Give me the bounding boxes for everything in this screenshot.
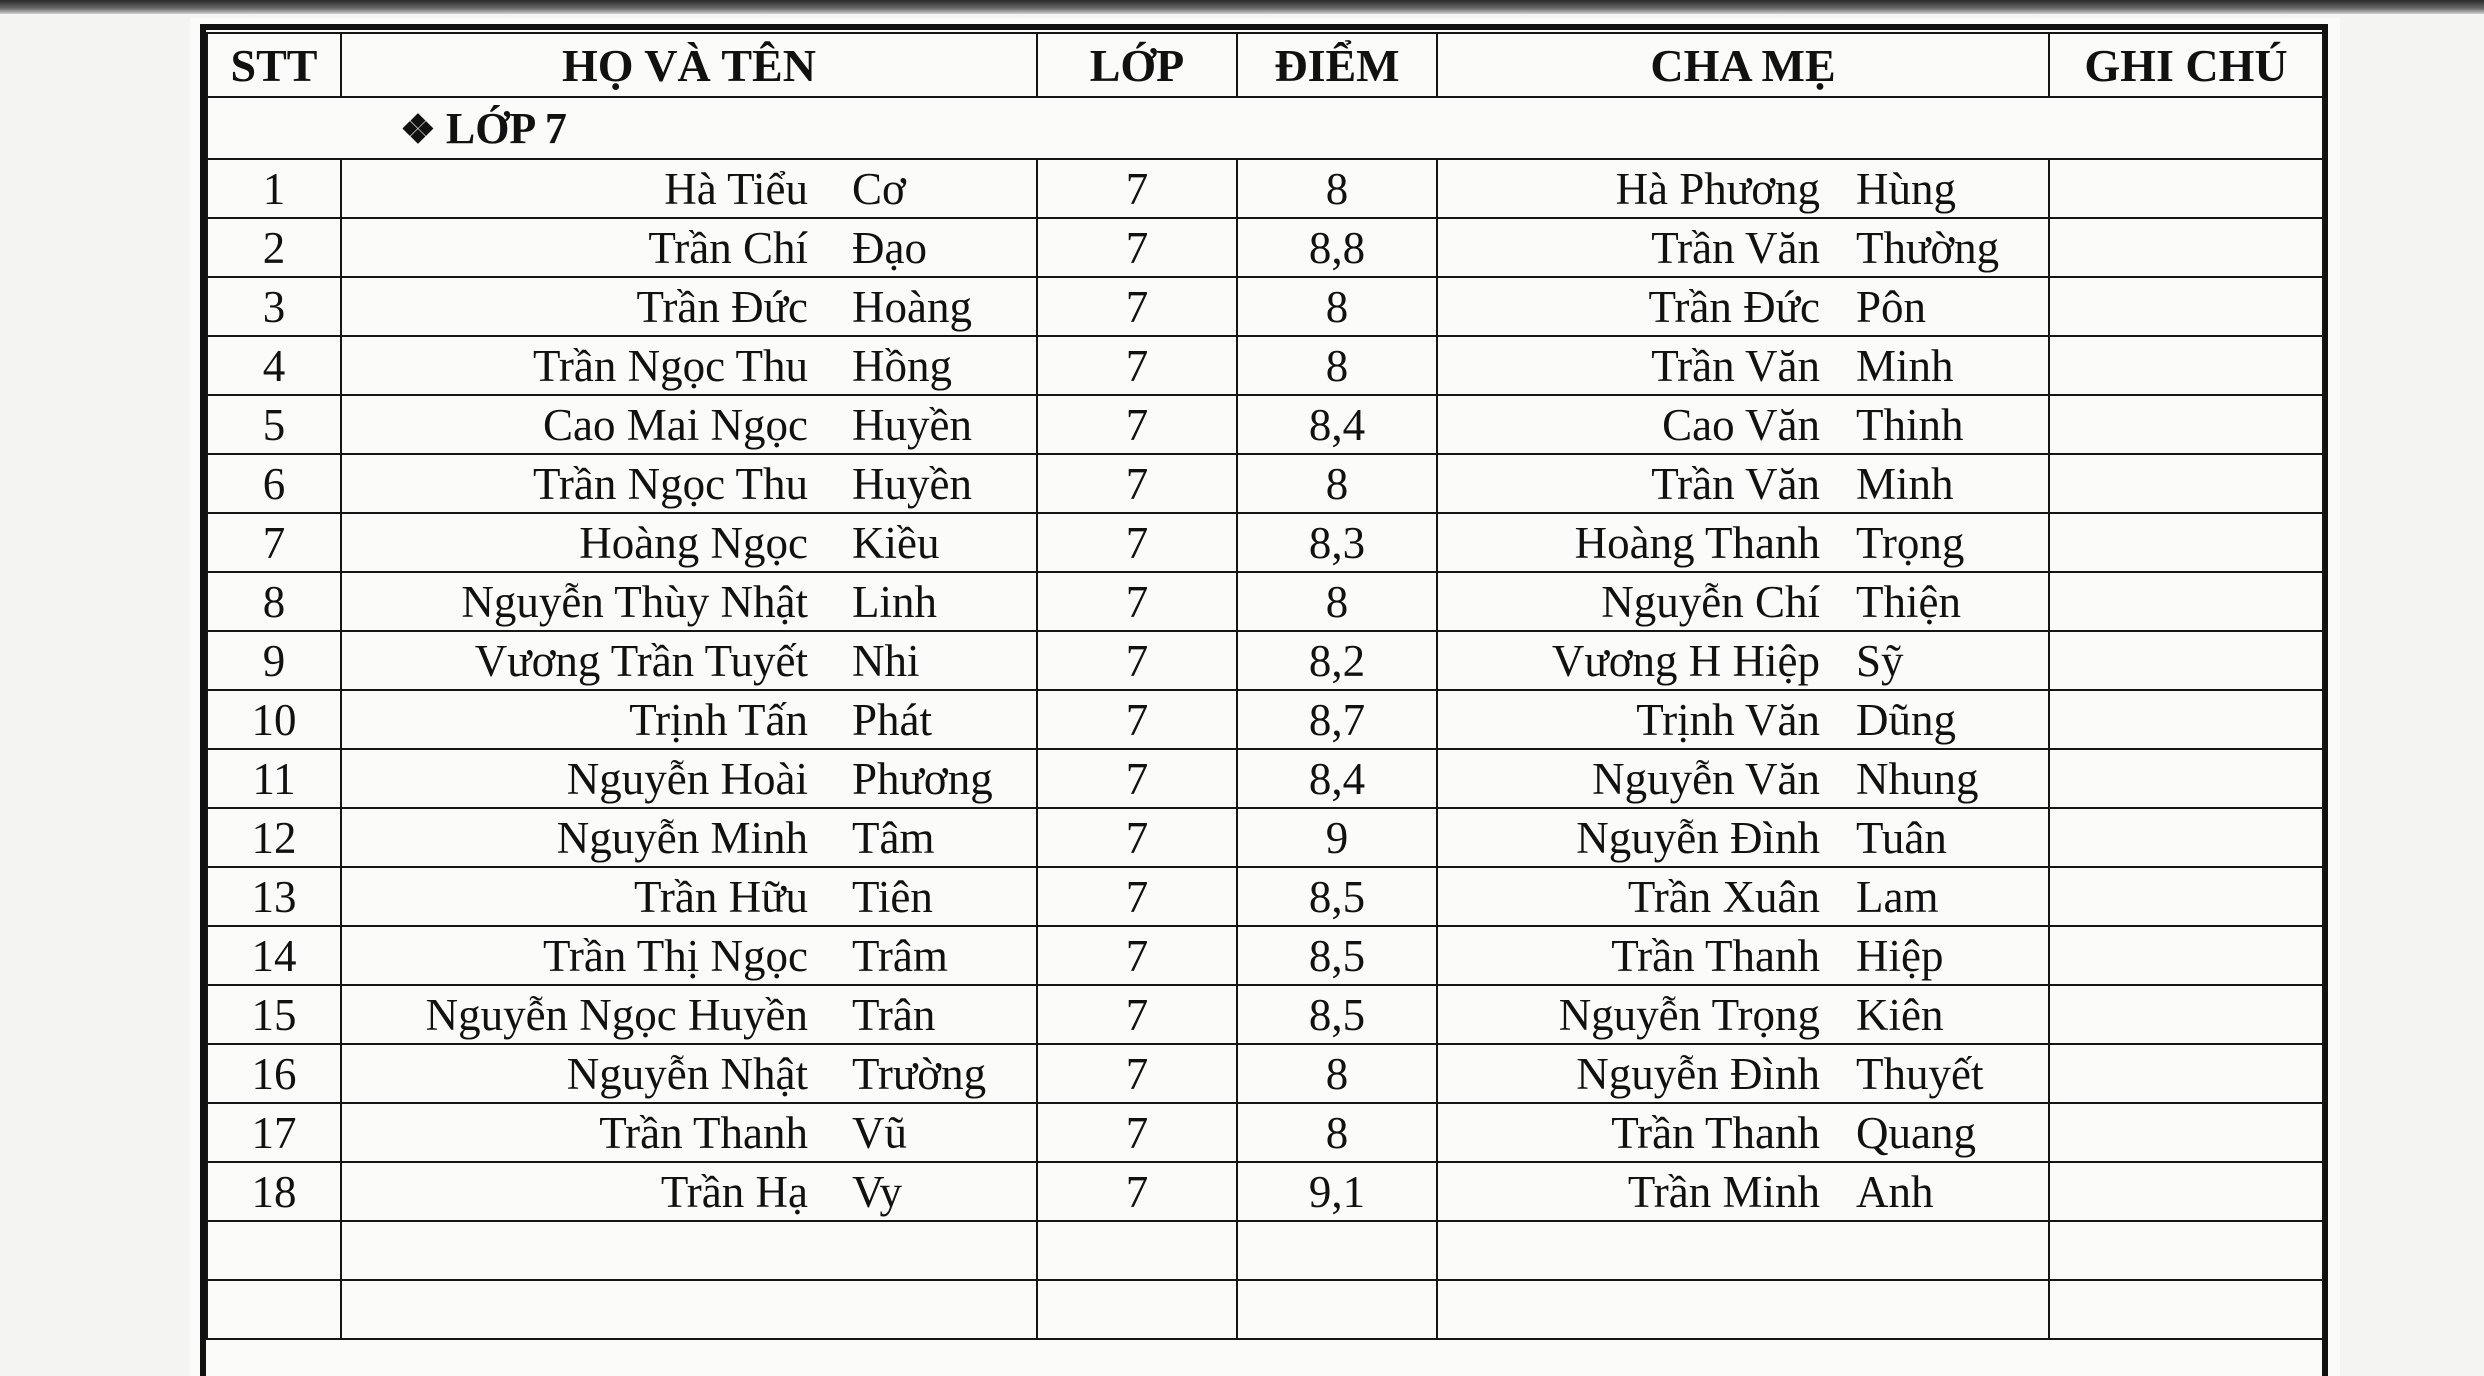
table-row xyxy=(207,159,2323,218)
student-first-name: Trần Ngọc Thu xyxy=(532,458,808,509)
table-row xyxy=(207,631,2323,690)
header-score: ĐIỂM xyxy=(1237,33,1437,97)
student-last-name: Tâm xyxy=(852,812,935,863)
empty-cell xyxy=(1437,1280,2049,1339)
document-sheet xyxy=(190,18,2340,1376)
class-cell: 7 xyxy=(1037,749,1237,808)
student-first-name: Nguyễn Hoài xyxy=(566,753,808,804)
note-cell xyxy=(2049,218,2323,277)
section-label-cell xyxy=(207,97,2323,159)
parent-first-name: Trần Văn xyxy=(1651,458,1820,509)
student-name-cell xyxy=(341,1044,1037,1103)
student-last-name: Huyền xyxy=(852,399,972,450)
parent-name-cell xyxy=(1437,690,2049,749)
table-row xyxy=(207,454,2323,513)
student-first-name: Trịnh Tấn xyxy=(629,694,808,745)
class-cell: 7 xyxy=(1037,572,1237,631)
empty-cell xyxy=(1037,1221,1237,1280)
student-first-name: Nguyễn Thùy Nhật xyxy=(461,576,808,627)
parent-first-name: Trần Minh xyxy=(1627,1166,1820,1217)
student-name-cell xyxy=(341,513,1037,572)
empty-row xyxy=(207,1280,2323,1339)
note-cell xyxy=(2049,631,2323,690)
class-cell: 7 xyxy=(1037,336,1237,395)
student-last-name: Hoàng xyxy=(852,281,972,332)
class-cell: 7 xyxy=(1037,1044,1237,1103)
student-first-name: Trần Hạ xyxy=(660,1166,808,1217)
student-last-name: Hồng xyxy=(852,340,952,391)
parent-last-name: Sỹ xyxy=(1856,635,1904,686)
score-cell: 8 xyxy=(1237,277,1437,336)
table-row xyxy=(207,690,2323,749)
header-stt: STT xyxy=(207,33,341,97)
parent-first-name: Trần Xuân xyxy=(1627,871,1820,922)
empty-cell xyxy=(341,1280,1037,1339)
stt-cell: 14 xyxy=(207,926,341,985)
student-first-name: Trần Hữu xyxy=(633,871,808,922)
class-cell: 7 xyxy=(1037,395,1237,454)
class-cell: 7 xyxy=(1037,808,1237,867)
student-first-name: Trần Thị Ngọc xyxy=(542,930,808,981)
table-row xyxy=(207,572,2323,631)
student-last-name: Linh xyxy=(852,576,937,627)
stt-cell: 13 xyxy=(207,867,341,926)
empty-cell xyxy=(1437,1221,2049,1280)
table-row xyxy=(207,985,2323,1044)
note-cell xyxy=(2049,1103,2323,1162)
student-last-name: Kiều xyxy=(852,517,940,568)
parent-last-name: Nhung xyxy=(1856,753,1979,804)
parent-last-name: Minh xyxy=(1856,458,1954,509)
note-cell xyxy=(2049,926,2323,985)
header-name: HỌ VÀ TÊN xyxy=(341,33,1037,97)
header-parent: CHA MẸ xyxy=(1437,33,2049,97)
score-cell: 8,4 xyxy=(1237,749,1437,808)
empty-cell xyxy=(207,1221,341,1280)
note-cell xyxy=(2049,985,2323,1044)
parent-name-cell xyxy=(1437,631,2049,690)
score-cell: 9,1 xyxy=(1237,1162,1437,1221)
class-cell: 7 xyxy=(1037,159,1237,218)
stt-cell: 5 xyxy=(207,395,341,454)
empty-cell xyxy=(1237,1221,1437,1280)
student-first-name: Cao Mai Ngọc xyxy=(543,399,808,450)
score-cell: 8 xyxy=(1237,336,1437,395)
student-name-cell xyxy=(341,336,1037,395)
score-cell: 8,5 xyxy=(1237,985,1437,1044)
score-cell: 8,2 xyxy=(1237,631,1437,690)
student-first-name: Trần Đức xyxy=(636,281,808,332)
stt-cell: 16 xyxy=(207,1044,341,1103)
stt-cell: 12 xyxy=(207,808,341,867)
parent-first-name: Trần Văn xyxy=(1651,222,1820,273)
diamond-icon: ❖ xyxy=(400,106,436,152)
student-name-cell xyxy=(341,749,1037,808)
student-first-name: Hoàng Ngọc xyxy=(579,517,808,568)
score-cell: 8 xyxy=(1237,454,1437,513)
note-cell xyxy=(2049,159,2323,218)
table-row xyxy=(207,277,2323,336)
parent-last-name: Thuyết xyxy=(1856,1048,1984,1099)
note-cell xyxy=(2049,395,2323,454)
class-cell: 7 xyxy=(1037,867,1237,926)
scan-top-edge xyxy=(0,0,2484,14)
table-row xyxy=(207,749,2323,808)
student-last-name: Phát xyxy=(852,694,933,745)
table-row xyxy=(207,336,2323,395)
student-first-name: Hà Tiểu xyxy=(664,163,808,214)
parent-name-cell xyxy=(1437,454,2049,513)
class-cell: 7 xyxy=(1037,690,1237,749)
parent-last-name: Thường xyxy=(1856,222,2000,273)
parent-first-name: Hà Phương xyxy=(1615,163,1820,214)
empty-row xyxy=(207,1221,2323,1280)
student-name-cell xyxy=(341,808,1037,867)
parent-name-cell xyxy=(1437,572,2049,631)
parent-last-name: Tuân xyxy=(1856,812,1947,863)
stt-cell: 2 xyxy=(207,218,341,277)
empty-cell xyxy=(341,1221,1037,1280)
table-row xyxy=(207,218,2323,277)
stt-cell: 11 xyxy=(207,749,341,808)
parent-last-name: Quang xyxy=(1856,1107,1976,1158)
parent-last-name: Minh xyxy=(1856,340,1954,391)
score-cell: 8 xyxy=(1237,572,1437,631)
score-cell: 8,7 xyxy=(1237,690,1437,749)
parent-last-name: Hùng xyxy=(1856,163,1956,214)
score-cell: 8,5 xyxy=(1237,867,1437,926)
student-name-cell xyxy=(341,218,1037,277)
student-first-name: Vương Trần Tuyết xyxy=(474,635,808,686)
score-cell: 8,4 xyxy=(1237,395,1437,454)
parent-first-name: Trịnh Văn xyxy=(1636,694,1820,745)
class-cell: 7 xyxy=(1037,1103,1237,1162)
parent-first-name: Hoàng Thanh xyxy=(1574,517,1820,568)
student-name-cell xyxy=(341,631,1037,690)
student-roster-table xyxy=(206,32,2324,1340)
parent-name-cell xyxy=(1437,867,2049,926)
student-name-cell xyxy=(341,395,1037,454)
parent-name-cell xyxy=(1437,159,2049,218)
student-last-name: Vũ xyxy=(852,1107,907,1158)
parent-name-cell xyxy=(1437,395,2049,454)
note-cell xyxy=(2049,1162,2323,1221)
class-cell: 7 xyxy=(1037,218,1237,277)
parent-name-cell xyxy=(1437,1162,2049,1221)
note-cell xyxy=(2049,513,2323,572)
empty-cell xyxy=(2049,1280,2323,1339)
parent-name-cell xyxy=(1437,336,2049,395)
student-name-cell xyxy=(341,690,1037,749)
parent-name-cell xyxy=(1437,277,2049,336)
parent-first-name: Nguyễn Văn xyxy=(1592,753,1820,804)
stt-cell: 1 xyxy=(207,159,341,218)
parent-name-cell xyxy=(1437,1044,2049,1103)
parent-first-name: Nguyễn Đình xyxy=(1576,812,1820,863)
student-last-name: Tiên xyxy=(852,871,933,922)
parent-last-name: Dũng xyxy=(1856,694,1956,745)
parent-first-name: Trần Đức xyxy=(1648,281,1820,332)
parent-first-name: Nguyễn Trọng xyxy=(1558,989,1820,1040)
score-cell: 8 xyxy=(1237,159,1437,218)
table-row xyxy=(207,808,2323,867)
student-last-name: Đạo xyxy=(852,222,927,273)
parent-last-name: Lam xyxy=(1856,871,1939,922)
class-cell: 7 xyxy=(1037,926,1237,985)
class-cell: 7 xyxy=(1037,513,1237,572)
note-cell xyxy=(2049,690,2323,749)
parent-name-cell xyxy=(1437,749,2049,808)
score-cell: 8,5 xyxy=(1237,926,1437,985)
parent-last-name: Anh xyxy=(1856,1166,1934,1217)
score-cell: 8 xyxy=(1237,1044,1437,1103)
parent-last-name: Thinh xyxy=(1856,399,1964,450)
table-header xyxy=(207,33,2323,97)
note-cell xyxy=(2049,572,2323,631)
stt-cell: 3 xyxy=(207,277,341,336)
parent-first-name: Cao Văn xyxy=(1662,399,1820,450)
parent-last-name: Thiện xyxy=(1856,576,1961,627)
class-cell: 7 xyxy=(1037,985,1237,1044)
score-cell: 8,8 xyxy=(1237,218,1437,277)
student-last-name: Phương xyxy=(852,753,993,804)
student-last-name: Cơ xyxy=(852,163,906,214)
class-cell: 7 xyxy=(1037,631,1237,690)
empty-cell xyxy=(1037,1280,1237,1339)
parent-name-cell xyxy=(1437,985,2049,1044)
stt-cell: 18 xyxy=(207,1162,341,1221)
note-cell xyxy=(2049,1044,2323,1103)
header-class: LỚP xyxy=(1037,33,1237,97)
note-cell xyxy=(2049,867,2323,926)
parent-last-name: Kiên xyxy=(1856,989,1944,1040)
parent-last-name: Pôn xyxy=(1856,281,1927,332)
parent-first-name: Trần Thanh xyxy=(1611,930,1820,981)
parent-name-cell xyxy=(1437,1103,2049,1162)
table-row xyxy=(207,395,2323,454)
note-cell xyxy=(2049,749,2323,808)
student-last-name: Nhi xyxy=(852,635,920,686)
score-cell: 8,3 xyxy=(1237,513,1437,572)
score-cell: 9 xyxy=(1237,808,1437,867)
student-last-name: Trường xyxy=(852,1048,987,1099)
empty-cell xyxy=(207,1280,341,1339)
stt-cell: 10 xyxy=(207,690,341,749)
note-cell xyxy=(2049,277,2323,336)
table-body xyxy=(207,97,2323,1339)
stt-cell: 8 xyxy=(207,572,341,631)
student-name-cell xyxy=(341,867,1037,926)
parent-first-name: Trần Văn xyxy=(1651,340,1820,391)
empty-cell xyxy=(1237,1280,1437,1339)
student-name-cell xyxy=(341,1162,1037,1221)
note-cell xyxy=(2049,454,2323,513)
student-last-name: Vy xyxy=(852,1166,903,1217)
parent-name-cell xyxy=(1437,513,2049,572)
section-label: LỚP 7 xyxy=(445,103,567,153)
student-first-name: Nguyễn Nhật xyxy=(566,1048,808,1099)
stt-cell: 4 xyxy=(207,336,341,395)
empty-cell xyxy=(2049,1221,2323,1280)
student-name-cell xyxy=(341,572,1037,631)
stt-cell: 15 xyxy=(207,985,341,1044)
student-first-name: Trần Chí xyxy=(648,222,808,273)
class-cell: 7 xyxy=(1037,277,1237,336)
parent-name-cell xyxy=(1437,808,2049,867)
stt-cell: 9 xyxy=(207,631,341,690)
parent-first-name: Nguyễn Đình xyxy=(1576,1048,1820,1099)
note-cell xyxy=(2049,808,2323,867)
parent-first-name: Nguyễn Chí xyxy=(1601,576,1820,627)
table-row xyxy=(207,1103,2323,1162)
parent-name-cell xyxy=(1437,218,2049,277)
class-cell: 7 xyxy=(1037,1162,1237,1221)
student-first-name: Nguyễn Minh xyxy=(556,812,808,863)
parent-first-name: Trần Thanh xyxy=(1611,1107,1820,1158)
score-cell: 8 xyxy=(1237,1103,1437,1162)
table-row xyxy=(207,867,2323,926)
student-name-cell xyxy=(341,985,1037,1044)
student-name-cell xyxy=(341,1103,1037,1162)
student-first-name: Nguyễn Ngọc Huyền xyxy=(425,989,808,1040)
student-name-cell xyxy=(341,454,1037,513)
header-note: GHI CHÚ xyxy=(2049,33,2323,97)
note-cell xyxy=(2049,336,2323,395)
stt-cell: 6 xyxy=(207,454,341,513)
table-row xyxy=(207,926,2323,985)
stt-cell: 7 xyxy=(207,513,341,572)
student-last-name: Trân xyxy=(852,989,936,1040)
student-name-cell xyxy=(341,159,1037,218)
student-last-name: Huyền xyxy=(852,458,972,509)
section-row xyxy=(207,97,2323,159)
student-name-cell xyxy=(341,277,1037,336)
parent-first-name: Vương H Hiệp xyxy=(1551,635,1820,686)
table-row xyxy=(207,513,2323,572)
parent-last-name: Trọng xyxy=(1856,517,1965,568)
table-row xyxy=(207,1162,2323,1221)
student-first-name: Trần Ngọc Thu xyxy=(532,340,808,391)
student-name-cell xyxy=(341,926,1037,985)
class-cell: 7 xyxy=(1037,454,1237,513)
student-last-name: Trâm xyxy=(852,930,948,981)
stt-cell: 17 xyxy=(207,1103,341,1162)
table-row xyxy=(207,1044,2323,1103)
parent-name-cell xyxy=(1437,926,2049,985)
parent-last-name: Hiệp xyxy=(1856,930,1944,981)
student-first-name: Trần Thanh xyxy=(599,1107,808,1158)
